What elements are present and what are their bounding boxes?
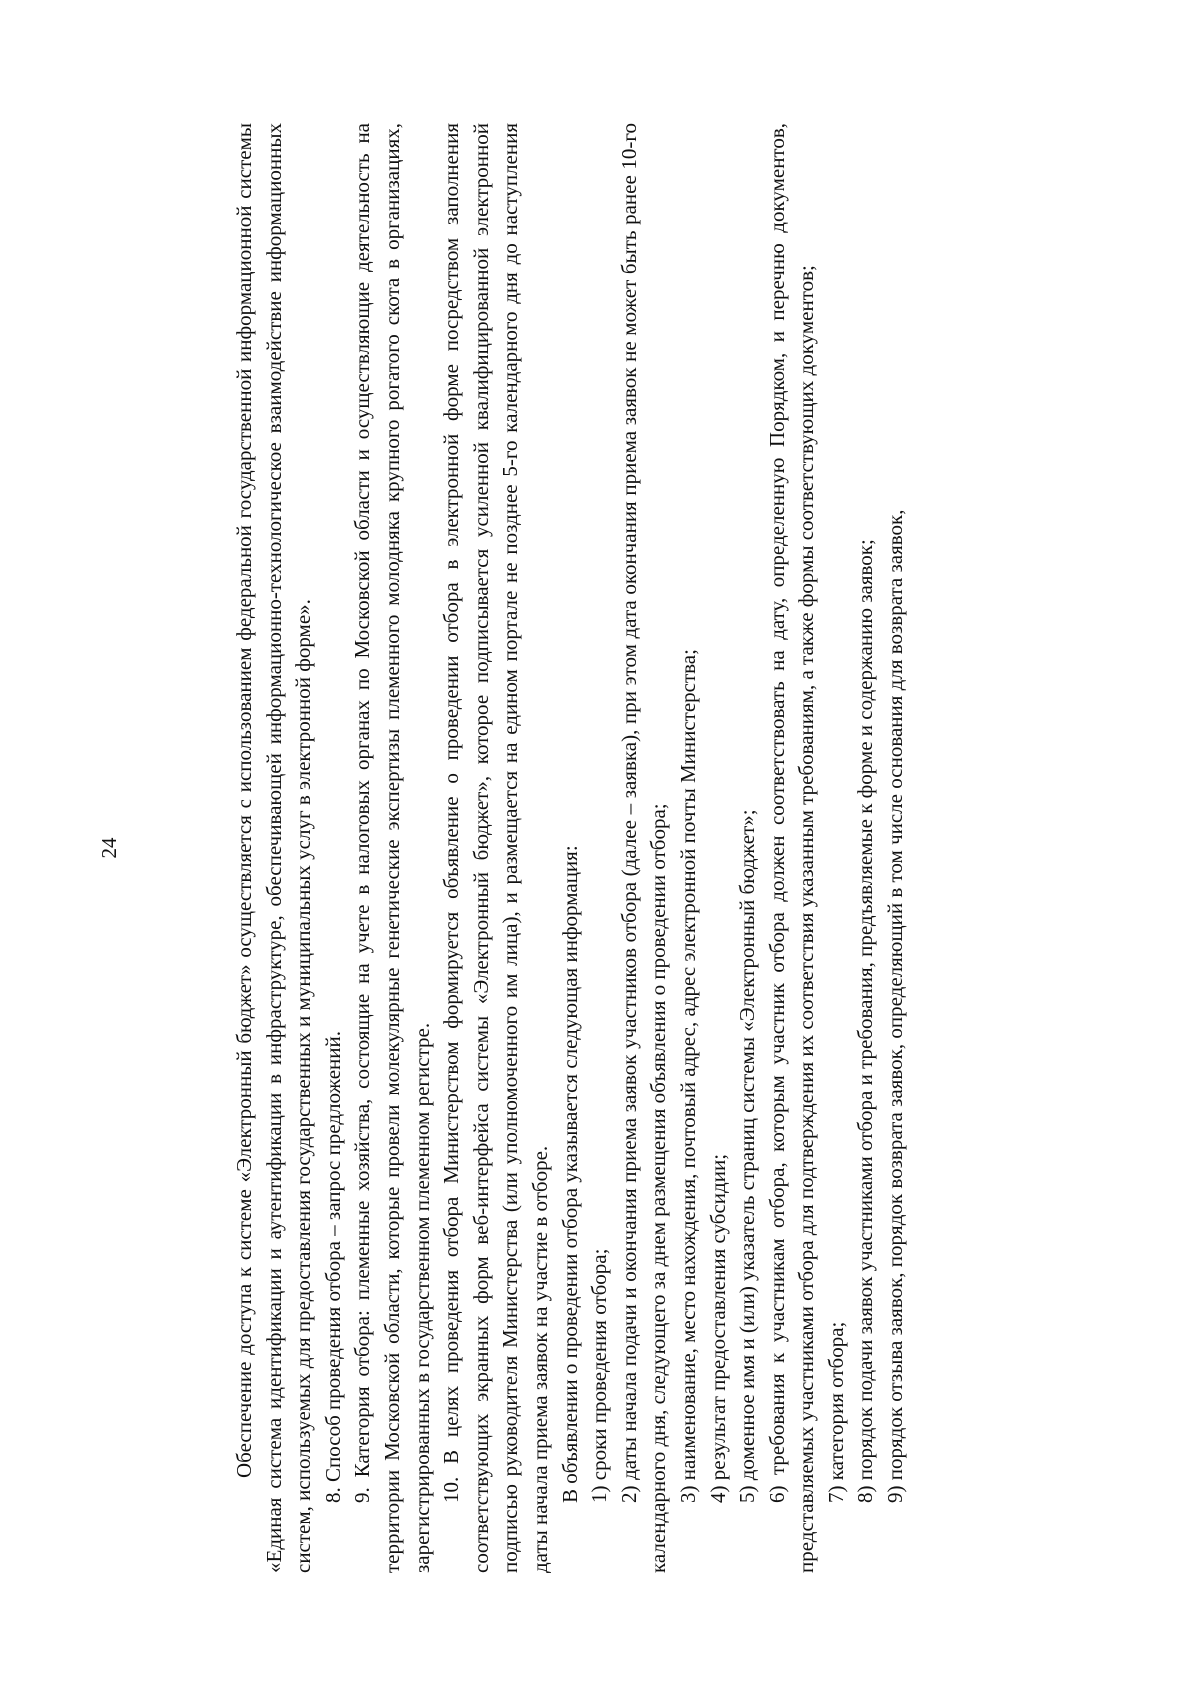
list-item-5: 5) доменное имя и (или) указатель страниц системы «Электронный бюджет»; <box>735 809 760 1503</box>
list-item-7: 7) категория отбора; <box>823 1321 848 1503</box>
document-body <box>230 123 911 1573</box>
list-item-3: 3) наименование, место нахождения, почтовый адрес, адрес электронной почты Министерства; <box>675 649 700 1503</box>
list-item-8: 8) порядок подачи заявок участниками отбора и требования, предъявляемые к форме и содержанию заявок; <box>853 539 878 1503</box>
list-item-2: 2) даты начала подачи и окончания приема заявок участников отбора (далее – заявка), при этом дата окончания приема заявок не может быть ранее 10-го календарного дня, следующего за днем размещения объявления о проведении отбора; <box>616 123 671 1573</box>
paragraph-item-8: 8. Способ проведения отбора – запрос предложений. <box>320 1030 345 1503</box>
list-item-1: 1) сроки проведения отбора; <box>587 1248 612 1503</box>
paragraph-item-10: 10. В целях проведения отбора Министерством формируется объявление о проведении отбора в электронной форме посредством заполнения соответствующих экранных форм веб-интерфейса системы «Электронный бюджет», которое подписывается усиленной квалифицированной электронной подписью руководителя Министерства (или уполномоченного им лица), и размещается на едином портале не позднее 5-го календарного дня до наступления даты начала приема заявок на участие в отборе. <box>439 123 552 1573</box>
paragraph-access: Обеспечение доступа к системе «Электронный бюджет» осуществляется с использованием федеральной государственной информационной системы «Единая система идентификации и аутентификации в инфраструктуре, обеспечивающей информационно-технологическое взаимодействие информационных систем, используемых для предоставления государственных и муниципальных услуг в электронной форме». <box>232 123 316 1573</box>
paragraph-announcement-intro: В объявлении о проведении отбора указывается следующая информация: <box>557 845 582 1503</box>
list-item-4: 4) результат предоставления субсидии; <box>705 1153 730 1503</box>
list-item-9: 9) порядок отзыва заявок, порядок возврата заявок, определяющий в том числе основания для возврата заявок, <box>883 509 908 1503</box>
paragraph-item-9: 9. Категория отбора: племенные хозяйства, состоящие на учете в налоговых органах по Московской области и осуществляющие деятельность на территории Московской области, которые провели молекулярные генетические экспертизы племенного молодняка крупного рогатого скота в организациях, зарегистрированных в государственном племенном регистре. <box>350 123 434 1573</box>
page-number: 24 <box>97 837 121 859</box>
rotated-page-content <box>95 123 1105 1573</box>
list-item-6: 6) требования к участникам отбора, которым участник отбора должен соответствовать на дату, определенную Порядком, и перечню документов, представляемых участниками отбора для подтверждения их соответствия указанным требованиям, а также формы соответствующих документов; <box>764 123 819 1573</box>
